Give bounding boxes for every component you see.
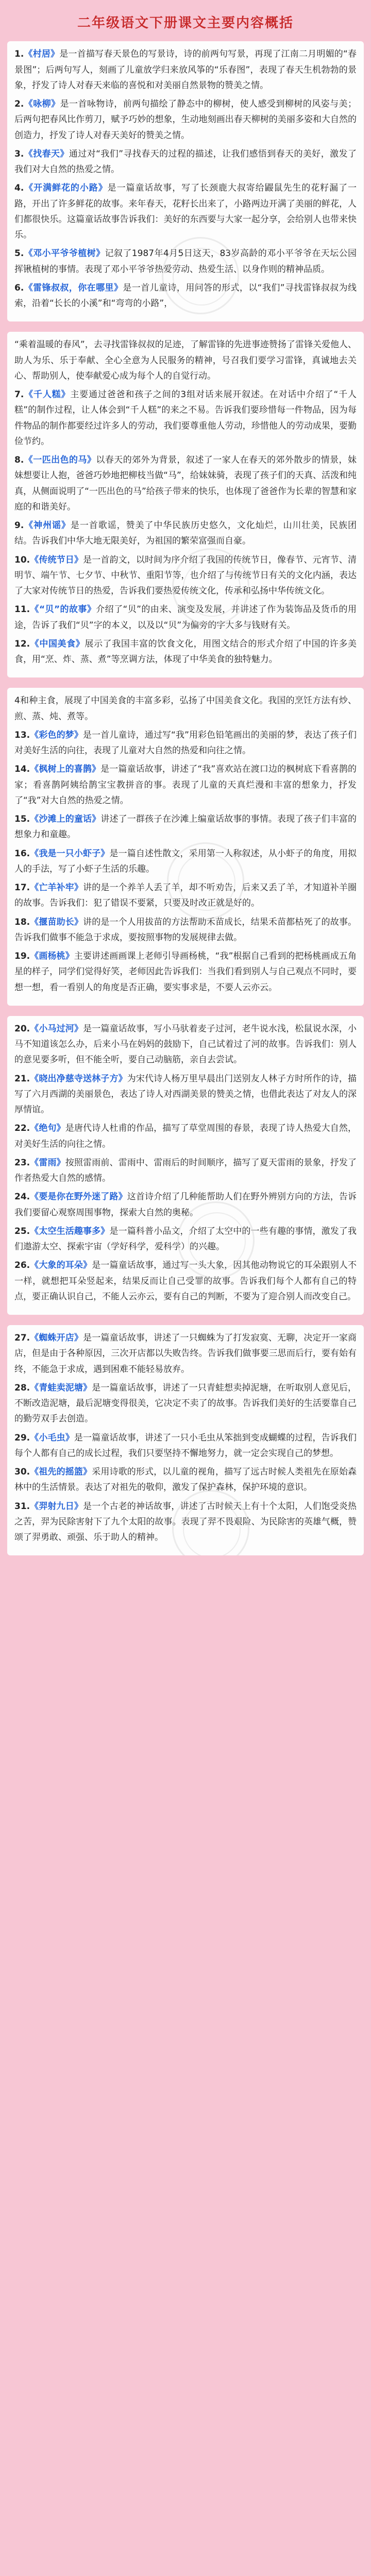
list-item: 13.《彩色的梦》是一首儿童诗，通过写“我”用彩色铅笔画出的美丽的梦，表达了孩子们对美好生活的向往，表现了儿童对大自然的热爱和向往之情。 — [14, 730, 357, 756]
list-item: 4和种主食，展现了中国美食的丰富多彩，弘扬了中国美食文化。我国的烹饪方法有炒、煎、蒸、炖、煮等。 — [14, 696, 357, 722]
list-item: 21.《晓出净慈寺送林子方》为宋代诗人杨万里早晨出门送别友人林子方时所作的诗，描写了六月西湖的美丽景色，表达了诗人对西湖美景的赞美之情，也借此表达了对友人的深厚情谊。 — [14, 1073, 357, 1115]
list-item: 1.《村居》是一首描写春天景色的写景诗，诗的前两句写景，再现了江南二月明媚的“春景图”；后两句写人，刻画了儿童放学归来放风筝的“乐春图”，表现了春天生机勃勃的景象，抒发了诗人对春天来临的喜悦和对美丽自然景物的赞美之情。 — [14, 49, 357, 91]
card-2 — [7, 332, 364, 677]
page-title: 二年级语文下册课文主要内容概括 — [77, 15, 294, 31]
list-item: 20.《小马过河》是一篇童话故事，写小马驮着麦子过河，老牛说水浅，松鼠说水深，小马不知道该怎么办，后来小马在妈妈的鼓励下，自己试着过了河的故事。告诉我们：别人的意见要多听，但不能全听，要自己动脑筋，亲自去尝试。 — [14, 1023, 357, 1065]
list-item: 24.《要是你在野外迷了路》这首诗介绍了几种能帮助人们在野外辨别方向的方法，告诉我们要留心观察周围事物，探索大自然的奥秘。 — [14, 1192, 357, 1218]
list-item: “乘着温暖的春风”，去寻找雷锋叔叔的足迹，了解雷锋的先进事迹赞扬了雷锋关爱他人、助人为乐、乐于奉献、全心全意为人民服务的精神，号召我们要学习雷锋，真诚地去关心、帮助别人，使奉献爱心成为每个人的自觉行动。 — [14, 340, 357, 381]
list-item: 8.《一匹出色的马》以春天的郊外为背景，叙述了一家人在春天的郊外散步的情景，妹妹想要让人抱，爸爸巧妙地把柳枝当做“马”，给妹妹骑，表现了孩子们的天真、活泼和纯真，从侧面说明了“一匹出色的马”给孩子带来的快乐，也体现了爸爸作为长辈的智慧和家庭的和谐美好。 — [14, 455, 357, 512]
list-item: 2.《咏柳》是一首咏物诗，前两句描绘了静态中的柳树，使人感受到柳树的风姿与美；后两句把春风比作剪刀，赋予巧妙的想象，生动地刻画出春天柳树的美丽多姿和大自然的创造力，抒发了诗人对春天美好的赞美之情。 — [14, 99, 357, 141]
list-item: 28.《青蛙卖泥塘》是一篇童话故事，讲述了一只青蛙想卖掉泥塘，在听取别人意见后，不断改造泥塘，最后泥塘变得很美，它决定不卖了的故事。告诉我们美好的生活要靠自己的勤劳双手去创造。 — [14, 1382, 357, 1425]
card-4 — [7, 1016, 364, 1315]
list-item: 14.《枫树上的喜鹊》是一篇童话故事，讲述了“我”喜欢站在渡口边的枫树底下看喜鹊的家；看喜鹊阿姨给鹊宝宝教拼音的事。表现了儿童的天真烂漫和丰富的想象力，抒发了“我”对大自然的热爱之情。 — [14, 764, 357, 806]
list-item: 31.《羿射九日》是一个古老的神话故事，讲述了古时候天上有十个太阳，人们饱受炎热之苦，羿为民除害射下了九个太阳的故事。表现了羿不畏艰险、为民除害的英雄气概，赞颂了羿勇敢、顽强、乐于助人的精神。 — [14, 1501, 357, 1543]
list-item: 16.《我是一只小虾子》是一篇自述性散文，采用第一人称叙述，从小虾子的角度，用拟人的手法，写了小虾子生活的乐趣。 — [14, 848, 357, 874]
list-item: 12.《中国美食》展示了我国丰富的饮食文化，用图文结合的形式介绍了中国的许多美食，用“烹、炸、蒸、煮”等烹调方法，体现了中华美食的独特魅力。 — [14, 638, 357, 665]
list-item: 9.《神州谣》是一首歌谣，赞美了中华民族历史悠久，文化灿烂，山川壮美，民族团结。告诉我们中华大地无限美好，为祖国的繁荣富强而自豪。 — [14, 520, 357, 547]
list-item: 11.《“贝”的故事》介绍了“贝”的由来、演变及发展，并讲述了作为装饰品及货币的用途，告诉了我们“贝”字的本义，以及以“贝”为偏旁的字大多与钱财有关。 — [14, 604, 357, 631]
list-item: 22.《绝句》是唐代诗人杜甫的作品，描写了草堂周围的春景，表现了诗人热爱大自然，对美好生活的向往之情。 — [14, 1123, 357, 1149]
card-3 — [7, 688, 364, 1006]
list-item: 10.《传统节日》是一首韵文，以时间为序介绍了我国的传统节日，像春节、元宵节、清明节、端午节、七夕节、中秋节、重阳节等，也介绍了与传统节日有关的文化内涵，表达了大家对传统节日的热爱，告诉我们要热爱传统文化，传承和弘扬中华传统文化。 — [14, 554, 357, 597]
list-item: 19.《画杨桃》主要讲述画画课上老师引导画杨桃，“我”根据自己看到的把杨桃画成五角星的样子，同学们觉得好笑，老师因此告诉我们：当我们看到别人与自己观点不同时，要想一想，看一看别人的角度是否正确，要实事求是，不要人云亦云。 — [14, 951, 357, 993]
list-item: 23.《雷雨》按照雷雨前、雷雨中、雷雨后的时间顺序，描写了夏天雷雨的景象，抒发了作者热爱大自然的感情。 — [14, 1157, 357, 1184]
list-item: 29.《小毛虫》是一篇童话故事，讲述了一只小毛虫从笨拙到变成蝴蝶的过程，告诉我们每个人都有自己的成长过程，我们只要坚持不懈地努力，就一定会实现自己的梦想。 — [14, 1432, 357, 1459]
list-item: 18.《揠苗助长》讲的是一个人用拔苗的方法帮助禾苗成长，结果禾苗都枯死了的故事。告诉我们做事不能急于求成，要按照事物的发展规律去做。 — [14, 917, 357, 943]
list-item: 6.《雷锋叔叔，你在哪里》是一首儿童诗，用问答的形式，以“我们”寻找雷锋叔叔为线索，沿着“长长的小溪”和“弯弯的小路”， — [14, 282, 357, 309]
list-item: 26.《大象的耳朵》是一篇童话故事，通过写一头大象，因其他动物说它的耳朵跟别人不一样，就想把耳朵竖起来，结果反而让自己受罪的故事。告诉我们每个人都有自己的特点，要正确认识自己，不能人云亦云，要有自己的判断，不要为了迎合别人而改变自己。 — [14, 1260, 357, 1302]
list-item: 7.《千人糕》主要通过爸爸和孩子之间的3组对话来展开叙述。在对话中介绍了“千人糕”的制作过程，让人体会到“千人糕”的来之不易。告诉我们要珍惜每一件物品，因为每件物品的制作都要经过许多人的劳动，我们要尊重他人劳动，珍惜他人的劳动成果，要勤俭节约。 — [14, 389, 357, 447]
list-item: 4.《开满鲜花的小路》是一篇童话故事，写了长颈鹿大叔寄给鼹鼠先生的花籽漏了一路，开出了许多鲜花的故事。来年春天，花籽长出来了，小路两边开满了美丽的鲜花，人们都很快乐。这篇童话故事告诉我们：美好的东西要与大家一起分享，会给别人也带来快乐。 — [14, 183, 357, 241]
list-item: 30.《祖先的摇篮》采用诗歌的形式，以儿童的视角，描写了远古时候人类祖先在原始森林中的生活情景。表达了对祖先的敬仰，激发了保护森林，保护环境的意识。 — [14, 1467, 357, 1493]
list-item: 15.《沙滩上的童话》讲述了一群孩子在沙滩上编童话故事的事情。表现了孩子们丰富的想象力和童趣。 — [14, 814, 357, 840]
list-item: 17.《亡羊补牢》讲的是一个养羊人丢了羊，却不听劝告，后来又丢了羊，才知道补羊圈的故事。告诉我们：犯了错误不要紧，只要及时改正就是好的。 — [14, 883, 357, 909]
card-1 — [7, 41, 364, 321]
list-item: 27.《蜘蛛开店》是一篇童话故事，讲述了一只蜘蛛为了打发寂寞、无聊，决定开一家商店，但是由于各种原因，三次开店都以失败告终。告诉我们做事要三思而后行，要有始有终，不能急于求成，遇到困难不能轻易放弃。 — [14, 1333, 357, 1375]
card-5 — [7, 1325, 364, 1555]
list-item: 25.《太空生活趣事多》是一篇科普小品文，介绍了太空中的一些有趣的事情，激发了我们遨游太空、探索宇宙（学好科学，爱科学）的兴趣。 — [14, 1226, 357, 1252]
list-item: 5.《邓小平爷爷植树》记叙了1987年4月5日这天，83岁高龄的邓小平爷爷在天坛公园挥锹植树的事情。表现了邓小平爷爷热爱劳动、热爱生活、以身作则的精神品质。 — [14, 248, 357, 275]
list-item: 3.《找春天》通过对“我们”寻找春天的过程的描述，让我们感悟到春天的美好，激发了我们对大自然的热爱之情。 — [14, 148, 357, 175]
